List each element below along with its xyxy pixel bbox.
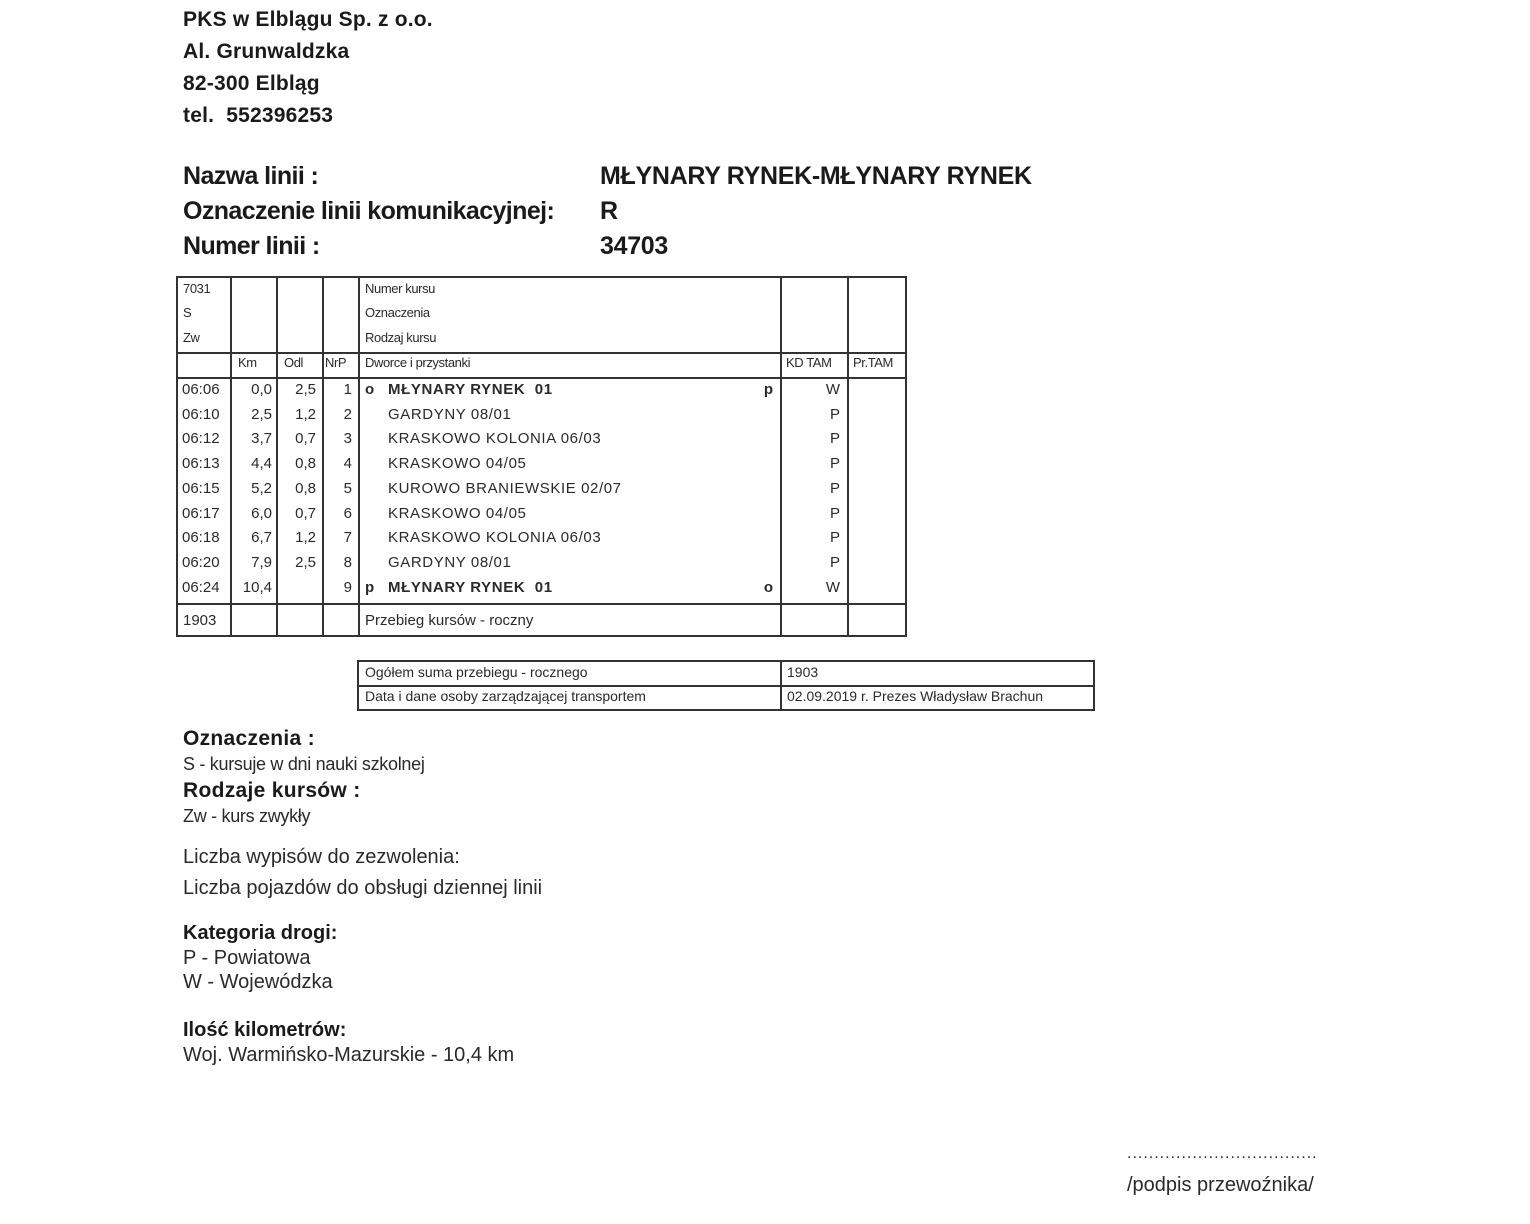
signature-line: ................................... bbox=[1127, 1145, 1318, 1162]
row-stop-number: 7 bbox=[343, 529, 352, 546]
line-designation-label: Oznaczenie linii komunikacyjnej: bbox=[183, 197, 555, 225]
row-odl: 2,5 bbox=[295, 381, 316, 398]
company-phone: tel. 552396253 bbox=[183, 104, 334, 127]
row-stop-number: 8 bbox=[343, 554, 352, 571]
row-km: 10,4 bbox=[242, 579, 272, 596]
summary-manager-label: Data i dane osoby zarządzającej transportem bbox=[365, 688, 646, 704]
vehicles-text: Liczba pojazdów do obsługi dziennej linii bbox=[183, 877, 543, 899]
col-divider bbox=[358, 278, 360, 635]
summary-total-label: Ogółem suma przebiegu - rocznego bbox=[365, 664, 588, 680]
road-p: P - Powiatowa bbox=[183, 947, 311, 969]
summary-manager-value: 02.09.2019 r. Prezes Władysław Brachun bbox=[787, 688, 1044, 704]
row-stop-number: 6 bbox=[343, 505, 352, 522]
row-km: 0,0 bbox=[251, 381, 272, 398]
col-header-stops: Dworce i przystanki bbox=[365, 355, 471, 370]
row-stop-name: MŁYNARY RYNEK 01 bbox=[388, 381, 553, 398]
row-prefix: o bbox=[365, 381, 375, 398]
col-header-pr-tam: Pr.TAM bbox=[853, 355, 893, 370]
row-divider bbox=[178, 377, 905, 379]
marks-text: S - kursuje w dni nauki szkolnej bbox=[183, 754, 425, 774]
row-road-category: P bbox=[829, 529, 840, 546]
row-stop-number: 5 bbox=[343, 480, 352, 497]
row-stop-number: 9 bbox=[343, 579, 352, 596]
company-name: PKS w Elblągu Sp. z o.o. bbox=[183, 8, 433, 31]
row-road-category: P bbox=[829, 406, 840, 423]
row-road-category: P bbox=[829, 455, 840, 472]
annual-label: Przebieg kursów - roczny bbox=[365, 612, 534, 629]
row-time: 06:20 bbox=[182, 554, 220, 571]
col-header-nrp: NrP bbox=[325, 355, 347, 370]
row-stop-name: MŁYNARY RYNEK 01 bbox=[388, 579, 553, 596]
row-road-category: P bbox=[829, 480, 840, 497]
company-street: Al. Grunwaldzka bbox=[183, 40, 350, 63]
row-km: 6,7 bbox=[251, 529, 272, 546]
col-header-km: Km bbox=[238, 355, 257, 370]
row-time: 06:17 bbox=[182, 505, 220, 522]
row-time: 06:15 bbox=[182, 480, 220, 497]
row-stop-name: KRASKOWO KOLONIA 06/03 bbox=[388, 430, 602, 447]
col-header-odl: Odl bbox=[284, 355, 304, 370]
col-header-kd-tam: KD TAM bbox=[786, 355, 832, 370]
row-stop-name: GARDYNY 08/01 bbox=[388, 554, 512, 571]
row-odl: 1,2 bbox=[295, 406, 316, 423]
km-text: Woj. Warmińsko-Mazurskie - 10,4 km bbox=[183, 1044, 515, 1066]
row-prefix: p bbox=[365, 579, 375, 596]
summary-table bbox=[357, 660, 1095, 711]
row-time: 06:18 bbox=[182, 529, 220, 546]
row-road-category: P bbox=[829, 430, 840, 447]
row-km: 6,0 bbox=[251, 505, 272, 522]
row-road-category: P bbox=[829, 505, 840, 522]
row-km: 2,5 bbox=[251, 406, 272, 423]
row-km: 5,2 bbox=[251, 480, 272, 497]
row-stop-number: 2 bbox=[343, 406, 352, 423]
marks-title: Oznaczenia : bbox=[183, 727, 315, 750]
course-number: 7031 bbox=[183, 281, 211, 296]
row-time: 06:24 bbox=[182, 579, 220, 596]
timetable bbox=[176, 276, 907, 637]
row-odl: 0,8 bbox=[295, 455, 316, 472]
row-stop-number: 1 bbox=[343, 381, 352, 398]
row-km: 4,4 bbox=[251, 455, 272, 472]
company-city: 82-300 Elbląg bbox=[183, 72, 320, 95]
row-suffix: p bbox=[763, 381, 773, 398]
row-stop-name: GARDYNY 08/01 bbox=[388, 406, 512, 423]
row-time: 06:10 bbox=[182, 406, 220, 423]
course-type: Zw bbox=[183, 330, 200, 345]
row-odl: 0,7 bbox=[295, 430, 316, 447]
line-name-value: MŁYNARY RYNEK-MŁYNARY RYNEK bbox=[600, 162, 1032, 190]
row-stop-name: KRASKOWO 04/05 bbox=[388, 505, 527, 522]
row-stop-number: 3 bbox=[343, 430, 352, 447]
row-divider bbox=[178, 352, 905, 354]
row-stop-name: KUROWO BRANIEWSKIE 02/07 bbox=[388, 480, 622, 497]
row-road-category: P bbox=[829, 554, 840, 571]
row-road-category: W bbox=[825, 579, 840, 596]
row-odl: 0,7 bbox=[295, 505, 316, 522]
annual-total: 1903 bbox=[183, 612, 217, 629]
line-name-label: Nazwa linii : bbox=[183, 162, 319, 190]
road-title: Kategoria drogi: bbox=[183, 922, 338, 944]
km-title: Ilość kilometrów: bbox=[183, 1019, 347, 1041]
types-text: Zw - kurs zwykły bbox=[183, 806, 311, 826]
row-odl: 1,2 bbox=[295, 529, 316, 546]
summary-total-value: 1903 bbox=[787, 664, 819, 680]
label-course-number: Numer kursu bbox=[365, 281, 436, 296]
line-number-label: Numer linii : bbox=[183, 232, 320, 260]
row-time: 06:12 bbox=[182, 430, 220, 447]
row-time: 06:13 bbox=[182, 455, 220, 472]
row-stop-name: KRASKOWO 04/05 bbox=[388, 455, 527, 472]
row-suffix: o bbox=[763, 579, 773, 596]
course-mark: S bbox=[183, 305, 192, 320]
row-km: 3,7 bbox=[251, 430, 272, 447]
row-odl: 0,8 bbox=[295, 480, 316, 497]
row-stop-name: KRASKOWO KOLONIA 06/03 bbox=[388, 529, 602, 546]
permits-text: Liczba wypisów do zezwolenia: bbox=[183, 846, 460, 868]
line-number-value: 34703 bbox=[600, 232, 669, 260]
label-marks: Oznaczenia bbox=[365, 305, 430, 320]
signature-label: /podpis przewoźnika/ bbox=[1127, 1174, 1314, 1196]
row-divider bbox=[359, 685, 1093, 687]
row-time: 06:06 bbox=[182, 381, 220, 398]
col-divider bbox=[847, 278, 849, 635]
row-stop-number: 4 bbox=[343, 455, 352, 472]
types-title: Rodzaje kursów : bbox=[183, 779, 361, 802]
line-designation-value: R bbox=[600, 197, 618, 225]
row-road-category: W bbox=[825, 381, 840, 398]
label-course-type: Rodzaj kursu bbox=[365, 330, 437, 345]
road-w: W - Wojewódzka bbox=[183, 971, 333, 993]
row-km: 7,9 bbox=[251, 554, 272, 571]
row-divider bbox=[178, 603, 905, 605]
row-odl: 2,5 bbox=[295, 554, 316, 571]
